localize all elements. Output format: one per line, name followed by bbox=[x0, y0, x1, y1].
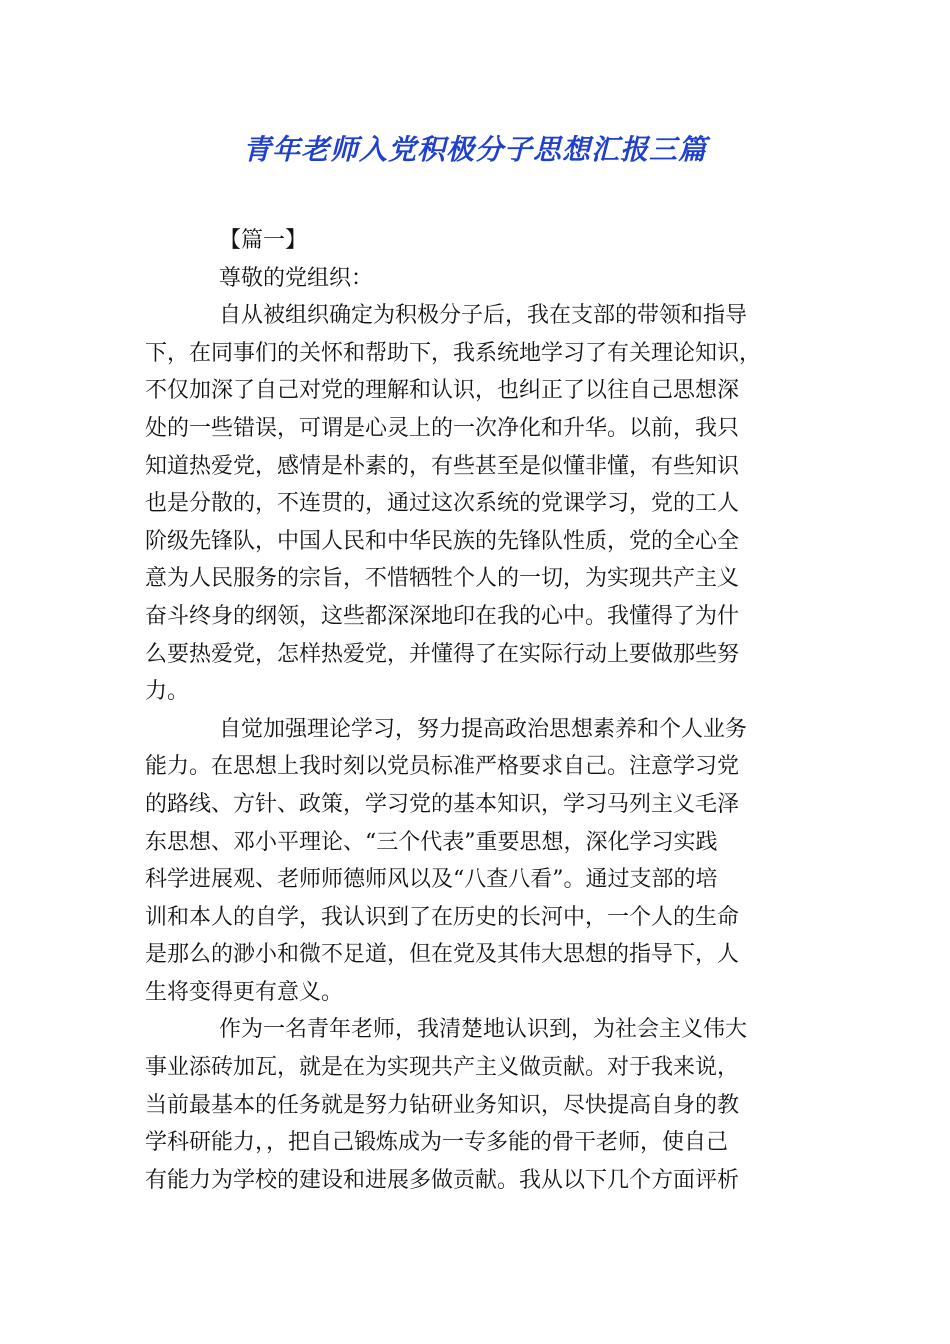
paragraph-line: 奋斗终身的纲领，这些都深深地印在我的心中。我懂得了为什 bbox=[145, 603, 740, 629]
paragraph-line: 下，在同事们的关怀和帮助下，我系统地学习了有关理论知识， bbox=[145, 340, 762, 366]
document-title: 青年老师入党积极分子思想汇报三篇 bbox=[242, 133, 707, 166]
paragraph-line: 东思想、邓小平理论、“三个代表”重要思想，深化学习实践 bbox=[145, 829, 718, 855]
paragraph-line: 生将变得更有意义。 bbox=[145, 979, 344, 1005]
paragraph-line: 能力。在思想上我时刻以党员标准严格要求自己。注意学习党 bbox=[145, 754, 740, 780]
paragraph-line: 事业添砖加瓦，就是在为实现共产主义做贡献。对于我来说， bbox=[145, 1055, 740, 1081]
paragraph-line: 么要热爱党，怎样热爱党，并懂得了在实际行动上要做那些努 bbox=[145, 641, 740, 667]
paragraph-2 bbox=[145, 711, 795, 1012]
paragraph-line: 作为一名青年老师，我清楚地认识到，为社会主义伟大 bbox=[219, 1017, 748, 1043]
salutation: 尊敬的党组织： bbox=[219, 265, 374, 291]
paragraph-line: 力。 bbox=[145, 679, 190, 705]
paragraph-line: 训和本人的自学，我认识到了在历史的长河中，一个人的生命 bbox=[145, 904, 740, 930]
paragraph-3 bbox=[145, 1011, 795, 1199]
section-label: 【篇一】 bbox=[219, 228, 308, 253]
paragraph-line: 自从被组织确定为积极分子后，我在支部的带领和指导 bbox=[219, 303, 748, 329]
paragraph-line: 的路线、方针、政策，学习党的基本知识，学习马列主义毛泽 bbox=[145, 791, 740, 817]
paragraph-line: 当前最基本的任务就是努力钻研业务知识，尽快提高自身的教 bbox=[145, 1092, 740, 1118]
paragraph-line: 学科研能力，，把自己锻炼成为一专多能的骨干老师，使自己 bbox=[145, 1130, 729, 1156]
paragraph-line: 知道热爱党，感情是朴素的，有些甚至是似懂非懂，有些知识 bbox=[145, 453, 740, 479]
paragraph-line: 不仅加深了自己对党的理解和认识，也纠正了以往自己思想深 bbox=[145, 378, 740, 404]
paragraph-line: 意为人民服务的宗旨，不惜牺牲个人的一切，为实现共产主义 bbox=[145, 566, 740, 592]
paragraph-line: 有能力为学校的建设和进展多做贡献。我从以下几个方面评析 bbox=[145, 1167, 740, 1193]
paragraph-line: 科学进展观、老师师德师风以及“八查八看”。通过支部的培 bbox=[145, 867, 718, 893]
paragraph-1 bbox=[145, 297, 795, 711]
paragraph-line: 也是分散的，不连贯的，通过这次系统的党课学习，党的工人 bbox=[145, 491, 740, 517]
paragraph-line: 处的一些错误，可谓是心灵上的一次净化和升华。以前，我只 bbox=[145, 415, 740, 441]
paragraph-line: 自觉加强理论学习，努力提高政治思想素养和个人业务 bbox=[219, 716, 748, 742]
paragraph-line: 是那么的渺小和微不足道，但在党及其伟大思想的指导下，人 bbox=[145, 942, 740, 968]
paragraph-line: 阶级先锋队，中国人民和中华民族的先锋队性质，党的全心全 bbox=[145, 528, 740, 554]
document-body bbox=[145, 222, 795, 1199]
